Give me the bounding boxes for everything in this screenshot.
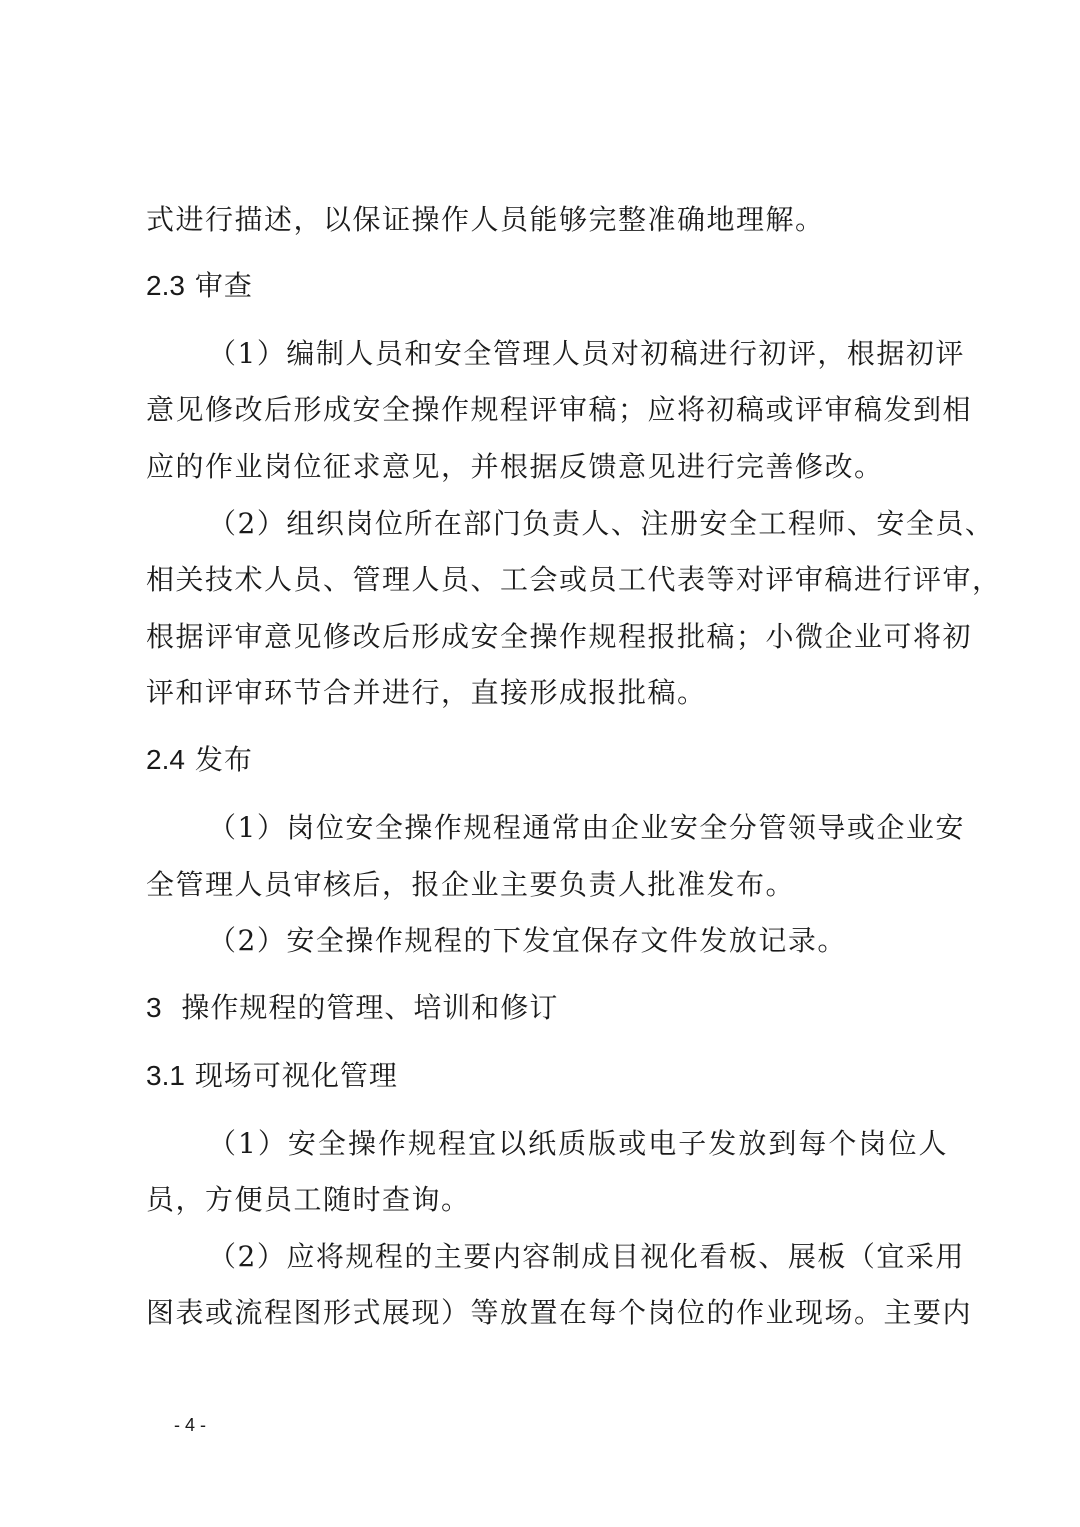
body-text-line: （2）组织岗位所在部门负责人、注册安全工程师、安全员、	[208, 507, 995, 540]
body-text-line: 员，方便员工随时查询。	[146, 1183, 471, 1216]
section-heading-2-3	[146, 268, 253, 304]
section-heading-2-4	[146, 742, 253, 778]
section-heading-3-1	[146, 1058, 398, 1094]
body-text-line: （2）应将规程的主要内容制成目视化看板、展板（宜采用	[208, 1240, 965, 1273]
body-text-line: 式进行描述，以保证操作人员能够完整准确地理解。	[146, 203, 825, 236]
section-number: 2.3	[146, 270, 185, 301]
body-text-line: 图表或流程图形式展现）等放置在每个岗位的作业现场。主要内	[146, 1296, 973, 1329]
page-number: - 4 -	[174, 1415, 207, 1435]
body-text-line: 评和评审环节合并进行，直接形成报批稿。	[146, 676, 707, 709]
body-text-line: 相关技术人员、管理人员、工会或员工代表等对评审稿进行评审，	[146, 563, 1002, 596]
section-title: 审查	[194, 269, 253, 302]
body-text-line: （1）安全操作规程宜以纸质版或电子发放到每个岗位人	[208, 1127, 948, 1160]
section-title: 现场可视化管理	[194, 1059, 398, 1092]
section-number: 2.4	[146, 744, 185, 775]
section-heading-3	[146, 990, 558, 1026]
body-text-line: 意见修改后形成安全操作规程评审稿；应将初稿或评审稿发到相	[146, 393, 973, 426]
section-number: 3	[146, 992, 162, 1023]
body-text-line: （1）岗位安全操作规程通常由企业安全分管领导或企业安	[208, 811, 965, 844]
body-text-line: （1）编制人员和安全管理人员对初稿进行初评，根据初评	[208, 337, 965, 370]
section-title: 操作规程的管理、培训和修订	[181, 991, 559, 1024]
body-text-line: 全管理人员审核后，报企业主要负责人批准发布。	[146, 868, 796, 901]
body-text-line: （2）安全操作规程的下发宜保存文件发放记录。	[208, 924, 847, 957]
section-title: 发布	[194, 743, 253, 776]
body-text-line: 应的作业岗位征求意见，并根据反馈意见进行完善修改。	[146, 450, 884, 483]
body-text-line: 根据评审意见修改后形成安全操作规程报批稿；小微企业可将初	[146, 620, 973, 653]
section-number: 3.1	[146, 1060, 185, 1091]
